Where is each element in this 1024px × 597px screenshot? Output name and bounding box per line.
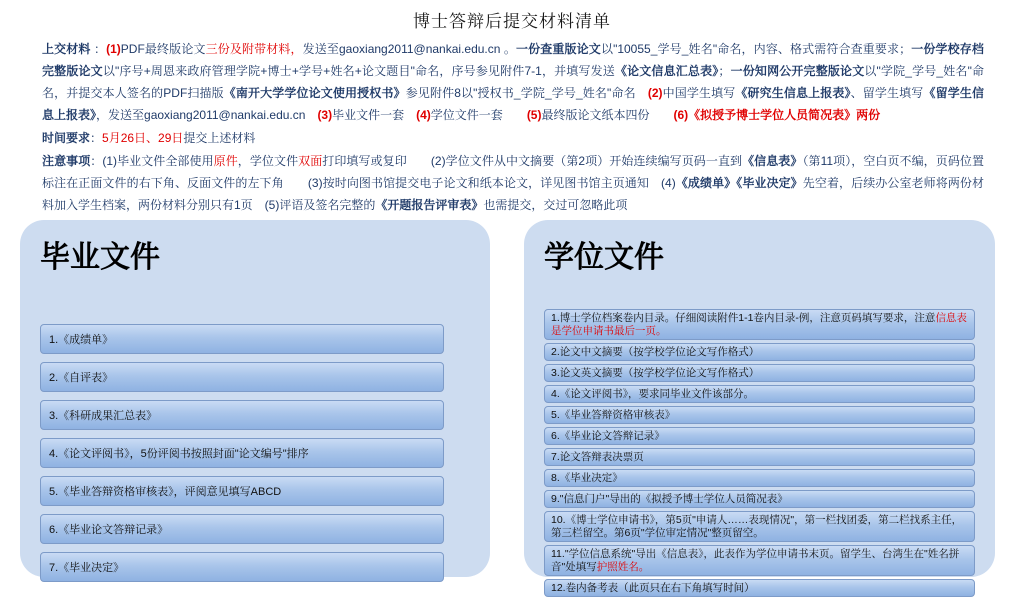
list-item xyxy=(544,406,975,424)
text-segment: 原件 xyxy=(213,154,238,168)
list-item xyxy=(544,469,975,487)
text-segment: 4.《论文评阅书》，5份评阅书按照封面"论文编号"排序 xyxy=(49,448,309,460)
text-segment: 12.卷内备考表（此页只在右下角填写时间） xyxy=(551,581,755,594)
section-materials xyxy=(42,38,984,126)
graduation-panel-title: 毕业文件 xyxy=(40,241,160,274)
text-segment: 5.《毕业答辩资格审核表》，评阅意见填写ABCD xyxy=(49,486,282,498)
section-notes xyxy=(42,150,984,216)
text-segment: (6) xyxy=(673,108,689,122)
list-item xyxy=(40,400,444,430)
text-segment: (5) xyxy=(526,108,542,122)
text-segment: 8.《毕业决定》 xyxy=(551,471,623,484)
text-segment: 也需提交，交过可忽略此项 xyxy=(483,198,628,212)
text-segment: (4) xyxy=(416,108,431,122)
text-segment: 以"10055_学号_姓名"命名，内容、格式需符合查重要求； xyxy=(600,42,912,56)
text-segment: 9."信息门户"导出的《拟授予博士学位人员简况表》 xyxy=(551,492,788,505)
text-segment: 2.《自评表》 xyxy=(49,372,114,384)
panels-row xyxy=(20,220,1024,594)
text-segment: 参见附件8以"授权书_学院_学号_姓名"命名 xyxy=(405,86,648,100)
text-segment: (3) xyxy=(317,108,333,122)
text-segment: 《拟授予博士学位人员简况表》两份 xyxy=(688,108,881,122)
list-item xyxy=(40,324,444,354)
text-segment: 护照姓名。 xyxy=(596,560,650,573)
text-segment: 6.《毕业论文答辩记录》 xyxy=(49,524,169,536)
section-time-requirement xyxy=(42,127,984,149)
text-segment: 《论文信息汇总表》 xyxy=(614,64,719,78)
graduation-documents-panel xyxy=(20,220,490,577)
text-segment: 《研究生信息上报表》 xyxy=(735,86,851,100)
text-segment: 7.《毕业决定》 xyxy=(49,562,125,574)
page-title: 博士答辩后提交材料清单 xyxy=(413,12,611,31)
text-segment: ； xyxy=(718,64,731,78)
text-segment: 一份查重版论文 xyxy=(516,42,601,56)
text-segment: 4.《论文评阅书》，要求同毕业文件该部分。 xyxy=(551,387,755,400)
text-segment: （第11项），空白页不编，页码位置标注在正面文件的右下角、反面文件的左下角 (3)按时向图书馆提交电子论文和纸本论文，详见图书馆主页通知 (4) xyxy=(42,154,984,190)
text-segment: 打印填写或复印 (2)学位文件从中文摘要（第2项）开始连续编写页码一直到 xyxy=(322,154,743,168)
text-segment: (2) xyxy=(647,86,663,100)
text-segment: 一份学校存档完整版论文 xyxy=(42,42,984,78)
text-segment: 5月26日、29日 xyxy=(102,131,184,145)
text-segment: 《开题报告评审表》 xyxy=(375,198,484,212)
list-item xyxy=(544,490,975,508)
list-item xyxy=(40,476,444,506)
list-item xyxy=(40,514,444,544)
text-segment: 以"学院_学号_姓名"命名，并提交本人签名的PDF扫描版 xyxy=(42,64,984,100)
text-segment: 10.《博士学位申请书》，第5页"申请人……表现情况"，第一栏找团委，第二栏找系主任，第三栏留空。第6页"学位审定情况"整页留空。 xyxy=(551,513,963,539)
text-segment: 先空着，后续办公室老师将两份材料加入学生档案，两份材料分别只有1页 (5)评语及签名完整的 xyxy=(42,176,984,212)
text-segment: 三份及附带材料， xyxy=(205,42,303,56)
text-segment: 7.论文答辩表决票页 xyxy=(551,450,644,463)
text-segment: ： xyxy=(90,42,107,56)
text-segment: 信息表是学位申请书最后一页。 xyxy=(551,311,967,337)
document-body xyxy=(42,38,984,216)
text-segment: 中国学生填写 xyxy=(662,86,736,100)
text-segment: ，发送至gaoxiang2011@nankai.edu.cn xyxy=(96,108,318,122)
text-segment: 3.《科研成果汇总表》 xyxy=(49,410,158,422)
text-segment: 毕业文件一套 xyxy=(332,108,417,122)
text-segment: ，学位文件 xyxy=(237,154,299,168)
text-segment: 一份知网公开完整版论文 xyxy=(730,64,865,78)
text-segment: 1.博士学位档案卷内目录。仔细阅读附件1-1卷内目录-例，注意页码填写要求，注意 xyxy=(551,311,936,324)
text-segment: 最终版论文纸本四份 xyxy=(541,108,674,122)
text-segment: 《留学生信息上报表》 xyxy=(42,86,984,122)
degree-items-list xyxy=(544,309,975,597)
list-item xyxy=(544,309,975,340)
list-item xyxy=(544,579,975,597)
list-item xyxy=(544,511,975,542)
text-segment: 学位文件一套 xyxy=(430,108,527,122)
text-segment: (1) xyxy=(106,42,121,56)
text-segment: PDF最终版论文 xyxy=(120,42,206,56)
degree-documents-panel xyxy=(524,220,995,594)
list-item xyxy=(544,343,975,361)
list-item xyxy=(544,448,975,466)
degree-panel-title: 学位文件 xyxy=(544,241,664,274)
text-segment: 5.《毕业答辩资格审核表》 xyxy=(551,408,676,421)
list-item xyxy=(544,545,975,576)
list-item xyxy=(544,364,975,382)
text-segment: 11."学位信息系统"导出《信息表》，此表作为学位申请书末页。留学生、台湾生在"姓名拼音"处填写 xyxy=(551,547,960,573)
text-segment: 《成绩单》《毕业决定》 xyxy=(675,176,803,190)
graduation-items-list xyxy=(40,324,444,582)
list-item xyxy=(40,438,444,468)
text-segment: 1.《成绩单》 xyxy=(49,334,114,346)
text-segment: 以"序号+周恩来政府管理学院+博士+学号+姓名+论文题目"命名，序号参见附件7-1，并填写发送 xyxy=(102,64,615,78)
text-segment: 时间要求 xyxy=(42,131,91,145)
list-item xyxy=(544,427,975,445)
text-segment: 提交上述材料 xyxy=(183,131,256,145)
text-segment: ： xyxy=(90,131,103,145)
list-item xyxy=(544,385,975,403)
text-segment: 、留学生填写 xyxy=(850,86,924,100)
text-segment: 《南开大学学位论文使用授权书》 xyxy=(223,86,406,100)
list-item xyxy=(40,552,444,582)
text-segment: 3.论文英文摘要（按学校学位论文写作格式） xyxy=(551,366,760,379)
text-segment: 2.论文中文摘要（按学校学位论文写作格式） xyxy=(551,345,760,358)
text-segment: 双面 xyxy=(298,154,323,168)
text-segment: 发送至gaoxiang2011@nankai.edu.cn 。 xyxy=(302,42,517,56)
text-segment: 6.《毕业论文答辩记录》 xyxy=(551,429,665,442)
text-segment: 《信息表》 xyxy=(742,154,803,168)
text-segment: 上交材料 xyxy=(42,42,91,56)
text-segment: 注意事项 xyxy=(42,154,91,168)
text-segment: ：(1)毕业文件全部使用 xyxy=(90,154,214,168)
list-item xyxy=(40,362,444,392)
